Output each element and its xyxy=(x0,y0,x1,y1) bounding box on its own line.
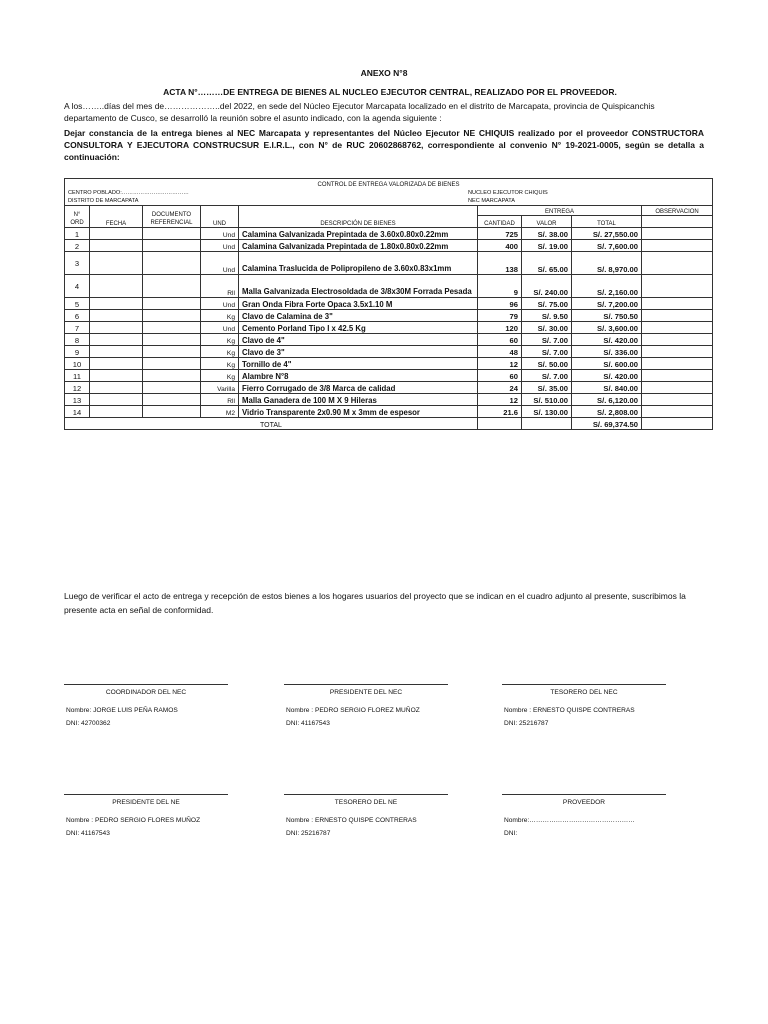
total-empty-obs xyxy=(642,418,713,430)
signature-block-presidente-ne xyxy=(64,794,228,840)
closing-paragraph: Luego de verificar el acto de entrega y recepción de estos bienes a los hogares usuarios del proyecto que se indican en el cuadro adjunto al presente, suscribimos la presente acta en señal de conformidad. xyxy=(64,591,686,615)
row-ord: 11 xyxy=(65,370,90,382)
annex-title: ANEXO N°8 xyxy=(360,68,408,78)
row-und: Kg xyxy=(201,370,239,382)
intro-bold-paragraph: Dejar constancia de la entrega bienes al NEC Marcapata y representantes del Núcleo Ejecutor NE CHIQUIS realizado por el proveedor CONSTRUCTORA CONSULTORA Y EJECUTORA CONSTRUCSUR E.I.R.L., con N° de RUC 20602868762, correspondiente al convenio N° 19-2021-0005, según se detalla a continuación: xyxy=(64,128,704,162)
intro-paragraph xyxy=(64,100,704,124)
signature-line xyxy=(284,684,448,685)
signature-name: Nombre:………………………………………… xyxy=(504,817,635,824)
row-desc: Cemento Porland Tipo I x 42.5 Kg xyxy=(239,322,478,334)
row-obs xyxy=(642,240,713,252)
row-doc xyxy=(143,240,201,252)
row-und: Und xyxy=(201,240,239,252)
signature-role: PRESIDENTE DEL NE xyxy=(112,799,180,806)
row-obs xyxy=(642,394,713,406)
col-valor-header: VALOR xyxy=(522,216,572,228)
col-entrega-header: ENTREGA xyxy=(478,206,642,216)
row-cantidad: 400 xyxy=(478,240,522,252)
row-doc xyxy=(143,275,201,298)
row-fecha xyxy=(90,322,143,334)
row-und: Rll xyxy=(201,275,239,298)
row-ord: 6 xyxy=(65,310,90,322)
row-und: Kg xyxy=(201,346,239,358)
col-doc-header: DOCUMENTO REFERENCIAL xyxy=(143,206,201,228)
row-cantidad: 120 xyxy=(478,322,522,334)
row-cantidad: 24 xyxy=(478,382,522,394)
row-cantidad: 60 xyxy=(478,370,522,382)
signature-role: TESORERO DEL NEC xyxy=(550,689,618,696)
row-desc: Calamina Traslucida de Polipropileno de 3.60x0.83x1mm xyxy=(239,252,478,275)
col-und-header: UND xyxy=(201,206,239,228)
signature-dni: DNI: 41167543 xyxy=(66,830,110,837)
row-valor: S/. 7.00 xyxy=(522,370,572,382)
row-cantidad: 9 xyxy=(478,275,522,298)
signature-name: Nombre : PEDRO SERGIO FLOREZ MUÑOZ xyxy=(286,707,420,714)
row-valor: S/. 7.00 xyxy=(522,346,572,358)
row-total: S/. 8,970.00 xyxy=(572,252,642,275)
row-und: Und xyxy=(201,228,239,240)
row-und: Varilla xyxy=(201,382,239,394)
signature-role: TESORERO DEL NE xyxy=(334,799,398,806)
table-row xyxy=(65,394,713,406)
table-location-info xyxy=(65,188,713,206)
row-cantidad: 48 xyxy=(478,346,522,358)
row-ord: 4 xyxy=(65,275,90,298)
row-doc xyxy=(143,228,201,240)
signature-block-proveedor xyxy=(502,794,666,840)
row-und: Und xyxy=(201,298,239,310)
row-fecha xyxy=(90,334,143,346)
row-fecha xyxy=(90,228,143,240)
centro-poblado: CENTRO POBLADO:……………………………… xyxy=(68,189,189,196)
row-obs xyxy=(642,252,713,275)
row-total: S/. 420.00 xyxy=(572,370,642,382)
row-total: S/. 7,200.00 xyxy=(572,298,642,310)
signature-block-tesorero-nec xyxy=(502,684,666,730)
row-ord: 13 xyxy=(65,394,90,406)
row-obs xyxy=(642,310,713,322)
col-fecha-header: FECHA xyxy=(90,206,143,228)
delivery-control-table xyxy=(64,178,713,430)
row-fecha xyxy=(90,240,143,252)
signature-line xyxy=(64,684,228,685)
signature-dni: DNI: 25216787 xyxy=(286,830,331,837)
col-desc-header: DESCRIPCIÓN DE BIENES xyxy=(239,206,478,228)
row-desc: Tornillo de 4" xyxy=(239,358,478,370)
row-valor: S/. 30.00 xyxy=(522,322,572,334)
row-valor: S/. 50.00 xyxy=(522,358,572,370)
row-valor: S/. 240.00 xyxy=(522,275,572,298)
signature-name: Nombre : ERNESTO QUISPE CONTRERAS xyxy=(504,707,635,714)
row-desc: Vidrio Transparente 2x0.90 M x 3mm de espesor xyxy=(239,406,478,418)
total-empty-cantidad xyxy=(478,418,522,430)
signature-dni: DNI: 42700362 xyxy=(66,720,111,727)
row-total: S/. 27,550.00 xyxy=(572,228,642,240)
row-desc: Calamina Galvanizada Prepintada de 3.60x0.80x0.22mm xyxy=(239,228,478,240)
row-fecha xyxy=(90,406,143,418)
row-cantidad: 79 xyxy=(478,310,522,322)
row-obs xyxy=(642,346,713,358)
row-valor: S/. 65.00 xyxy=(522,252,572,275)
row-desc: Alambre N°8 xyxy=(239,370,478,382)
table-row xyxy=(65,322,713,334)
table-row xyxy=(65,334,713,346)
row-cantidad: 96 xyxy=(478,298,522,310)
row-desc: Gran Onda Fibra Forte Opaca 3.5x1.10 M xyxy=(239,298,478,310)
row-doc xyxy=(143,406,201,418)
row-ord: 9 xyxy=(65,346,90,358)
row-fecha xyxy=(90,394,143,406)
intro-line-1: A los……..días del mes de………………..del 2022, en sede del Núcleo Ejecutor Marcapata localizado en el distrito de Marcapata, provincia de Quispicanchis xyxy=(64,101,655,111)
signature-name: Nombre: JORGE LUIS PEÑA RAMOS xyxy=(66,707,178,714)
row-und: M2 xyxy=(201,406,239,418)
signature-line xyxy=(502,684,666,685)
row-und: Kg xyxy=(201,310,239,322)
row-doc xyxy=(143,298,201,310)
row-ord: 12 xyxy=(65,382,90,394)
row-obs xyxy=(642,358,713,370)
row-und: Und xyxy=(201,322,239,334)
row-total: S/. 840.00 xyxy=(572,382,642,394)
row-obs xyxy=(642,334,713,346)
row-desc: Fierro Corrugado de 3/8 Marca de calidad xyxy=(239,382,478,394)
row-ord: 1 xyxy=(65,228,90,240)
row-und: Und xyxy=(201,252,239,275)
table-row xyxy=(65,228,713,240)
signature-line xyxy=(502,794,666,795)
signature-block-tesorero-ne xyxy=(284,794,448,840)
signature-dni: DNI: 41167543 xyxy=(286,720,330,727)
row-cantidad: 12 xyxy=(478,358,522,370)
row-total: S/. 2,808.00 xyxy=(572,406,642,418)
row-valor: S/. 35.00 xyxy=(522,382,572,394)
row-ord: 7 xyxy=(65,322,90,334)
col-obs-header: OBSERVACION xyxy=(642,206,713,216)
table-row xyxy=(65,310,713,322)
col-cantidad-header: CANTIDAD xyxy=(478,216,522,228)
signature-dni: DNI: xyxy=(504,830,518,837)
row-total: S/. 750.50 xyxy=(572,310,642,322)
row-fecha xyxy=(90,382,143,394)
row-obs xyxy=(642,298,713,310)
row-valor: S/. 19.00 xyxy=(522,240,572,252)
row-fecha xyxy=(90,310,143,322)
row-und: Rll xyxy=(201,394,239,406)
row-total: S/. 7,600.00 xyxy=(572,240,642,252)
table-row xyxy=(65,275,713,298)
col-obs-sub xyxy=(642,216,713,228)
signature-role: PRESIDENTE DEL NEC xyxy=(329,689,403,696)
row-valor: S/. 38.00 xyxy=(522,228,572,240)
row-desc: Malla Ganadera de 100 M X 9 Hileras xyxy=(239,394,478,406)
row-total: S/. 420.00 xyxy=(572,334,642,346)
row-fecha xyxy=(90,358,143,370)
row-obs xyxy=(642,382,713,394)
row-desc: Clavo de Calamina de 3" xyxy=(239,310,478,322)
row-cantidad: 12 xyxy=(478,394,522,406)
row-valor: S/. 7.00 xyxy=(522,334,572,346)
row-doc xyxy=(143,322,201,334)
row-valor: S/. 130.00 xyxy=(522,406,572,418)
row-total: S/. 3,600.00 xyxy=(572,322,642,334)
row-doc xyxy=(143,382,201,394)
row-obs xyxy=(642,322,713,334)
table-row xyxy=(65,382,713,394)
table-total-row xyxy=(65,418,713,430)
row-total: S/. 6,120.00 xyxy=(572,394,642,406)
table-row xyxy=(65,370,713,382)
row-cantidad: 21.6 xyxy=(478,406,522,418)
distrito: DISTRITO DE MARCAPATA xyxy=(68,197,139,204)
row-fecha xyxy=(90,370,143,382)
row-obs xyxy=(642,275,713,298)
row-desc: Clavo de 4" xyxy=(239,334,478,346)
row-fecha xyxy=(90,298,143,310)
total-label: TOTAL xyxy=(65,418,478,430)
total-value: S/. 69,374.50 xyxy=(572,418,642,430)
row-doc xyxy=(143,358,201,370)
row-doc xyxy=(143,252,201,275)
row-fecha xyxy=(90,275,143,298)
table-row xyxy=(65,298,713,310)
signature-role: PROVEEDOR xyxy=(562,799,606,806)
signature-name: Nombre : ERNESTO QUISPE CONTRERAS xyxy=(286,817,417,824)
signature-block-coordinador-nec xyxy=(64,684,228,730)
row-fecha xyxy=(90,252,143,275)
row-valor: S/. 510.00 xyxy=(522,394,572,406)
signature-block-presidente-nec xyxy=(284,684,448,730)
row-desc: Calamina Galvanizada Prepintada de 1.80x0.80x0.22mm xyxy=(239,240,478,252)
row-doc xyxy=(143,346,201,358)
row-ord: 14 xyxy=(65,406,90,418)
row-cantidad: 138 xyxy=(478,252,522,275)
row-total: S/. 600.00 xyxy=(572,358,642,370)
table-title: CONTROL DE ENTREGA VALORIZADA DE BIENES xyxy=(65,179,713,188)
nucleo-ejecutor: NUCLEO EJECUTOR CHIQUIS xyxy=(468,189,548,196)
row-cantidad: 60 xyxy=(478,334,522,346)
row-ord: 10 xyxy=(65,358,90,370)
table-row xyxy=(65,240,713,252)
nec-name: NEC MARCAPATA xyxy=(468,197,515,204)
col-total-header: TOTAL xyxy=(572,216,642,228)
row-doc xyxy=(143,370,201,382)
col-ord-header: N° ORD xyxy=(65,206,90,228)
row-ord: 2 xyxy=(65,240,90,252)
row-obs xyxy=(642,370,713,382)
acta-title: ACTA N°………DE ENTREGA DE BIENES AL NUCLEO EJECUTOR CENTRAL, REALIZADO POR EL PROVEEDOR. xyxy=(163,87,617,97)
table-row xyxy=(65,358,713,370)
signature-line xyxy=(64,794,228,795)
signature-name: Nombre : PEDRO SERGIO FLORES MUÑOZ xyxy=(66,817,201,824)
row-ord: 5 xyxy=(65,298,90,310)
row-und: Kg xyxy=(201,358,239,370)
row-desc: Clavo de 3" xyxy=(239,346,478,358)
row-desc: Malla Galvanizada Electrosoldada de 3/8x30M Forrada Pesada xyxy=(239,275,478,298)
row-und: Kg xyxy=(201,334,239,346)
intro-line-2: departamento de Cusco, se desarrolló la reunión sobre el asunto indicado, con la agenda siguiente : xyxy=(64,113,442,123)
table-row xyxy=(65,346,713,358)
table-row xyxy=(65,406,713,418)
signature-dni: DNI: 25216787 xyxy=(504,720,549,727)
row-doc xyxy=(143,394,201,406)
row-obs xyxy=(642,228,713,240)
row-doc xyxy=(143,310,201,322)
row-ord: 8 xyxy=(65,334,90,346)
row-doc xyxy=(143,334,201,346)
row-valor: S/. 75.00 xyxy=(522,298,572,310)
row-cantidad: 725 xyxy=(478,228,522,240)
row-total: S/. 336.00 xyxy=(572,346,642,358)
signature-line xyxy=(284,794,448,795)
signature-role: COORDINADOR DEL NEC xyxy=(105,689,187,696)
row-valor: S/. 9.50 xyxy=(522,310,572,322)
row-obs xyxy=(642,406,713,418)
row-fecha xyxy=(90,346,143,358)
table-row xyxy=(65,252,713,275)
row-total: S/. 2,160.00 xyxy=(572,275,642,298)
total-empty-valor xyxy=(522,418,572,430)
row-ord: 3 xyxy=(65,252,90,275)
